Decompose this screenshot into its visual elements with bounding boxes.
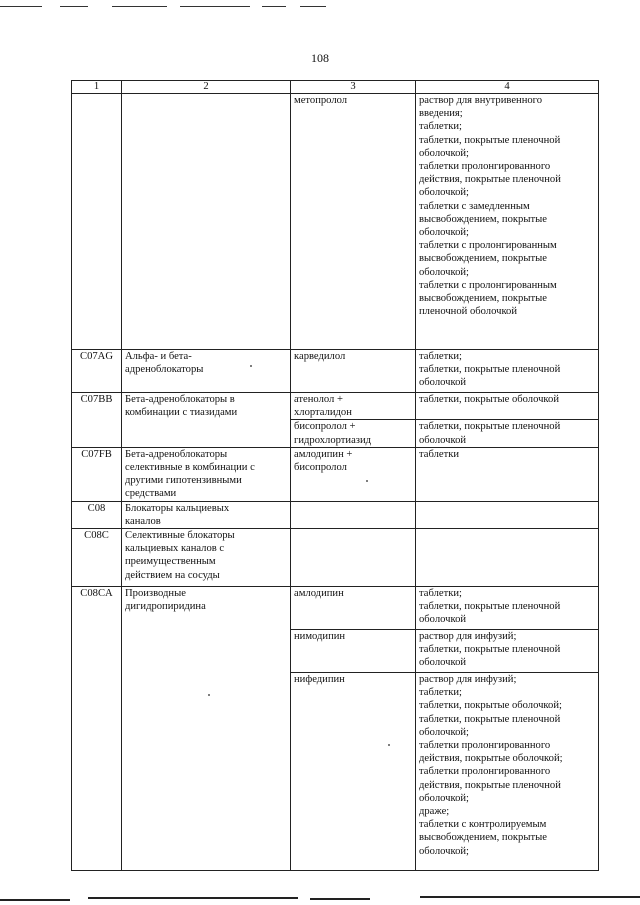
dosage-form-cell [416,529,599,587]
dosage-form-cell: таблетки [416,447,599,501]
table-row [72,350,599,393]
table-row [72,587,599,630]
dosage-form-cell: таблетки; таблетки, покрытые пленочной оболочкой [416,350,599,393]
dosage-form-cell: раствор для внутривенного введения; таблетки; таблетки, покрытые пленочной оболочкой; таблетки пролонгированного действия, покрытые пленочной оболочкой; таблетки с замедленным высвобождением, покрытые оболочкой; таблетки с пролонгированным высвобождением, покрытые оболочкой; таблетки с пролонгированным высвобождением, покрытые пленочной оболочкой [416,94,599,350]
group-name-cell: Бета-адреноблокаторы в комбинации с тиазидами [122,393,291,448]
column-header: 1 [72,81,122,94]
dosage-form-cell [416,501,599,528]
atc-code-cell: C07BB [72,393,122,448]
table-row [72,393,599,420]
drug-name-cell: нифедипин [291,673,416,871]
dosage-form-cell: раствор для инфузий; таблетки; таблетки, покрытые оболочкой; таблетки, покрытые пленочной оболочкой; таблетки пролонгированного действия, покрытые оболочкой; таблетки пролонгированного действия, покрытые пленочной оболочкой; драже; таблетки с контролируемым высвобождением, покрытые оболочкой; [416,673,599,871]
table-row [72,529,599,587]
scan-artifact-top [0,6,330,8]
table-row [72,501,599,528]
table-body [72,94,599,871]
group-name-cell: Селективные блокаторы кальциевых каналов с преимущественным действием на сосуды [122,529,291,587]
group-name-cell: Блокаторы кальциевых каналов [122,501,291,528]
dosage-form-cell: раствор для инфузий; таблетки, покрытые пленочной оболочкой [416,630,599,673]
group-name-cell [122,94,291,350]
atc-code-cell: C07FB [72,447,122,501]
drug-name-cell: амлодипин [291,587,416,630]
drug-table [71,80,599,871]
drug-name-cell: амлодипин + бисопролол [291,447,416,501]
drug-name-cell: метопролол [291,94,416,350]
atc-code-cell: C08CA [72,587,122,871]
atc-code-cell [72,94,122,350]
dosage-form-cell: таблетки, покрытые пленочной оболочкой [416,420,599,447]
dosage-form-cell: таблетки; таблетки, покрытые пленочной оболочкой [416,587,599,630]
scan-artifact-bottom [0,893,640,905]
table-row [72,447,599,501]
page-number: 108 [311,51,329,65]
dosage-form-cell: таблетки, покрытые оболочкой [416,393,599,420]
drug-name-cell [291,501,416,528]
drug-name-cell: нимодипин [291,630,416,673]
group-name-cell: Бета-адреноблокаторы селективные в комбинации с другими гипотензивными средствами [122,447,291,501]
group-name-cell: Альфа- и бета- адреноблокаторы [122,350,291,393]
atc-code-cell: C07AG [72,350,122,393]
table-header-row [72,81,599,94]
column-header: 4 [416,81,599,94]
group-name-cell: Производные дигидропиридина [122,587,291,871]
drug-name-cell: бисопролол + гидрохлортиазид [291,420,416,447]
column-header: 2 [122,81,291,94]
atc-code-cell: C08 [72,501,122,528]
atc-code-cell: C08C [72,529,122,587]
column-header: 3 [291,81,416,94]
drug-name-cell [291,529,416,587]
drug-name-cell: атенолол + хлорталидон [291,393,416,420]
table-row [72,94,599,350]
drug-name-cell: карведилол [291,350,416,393]
